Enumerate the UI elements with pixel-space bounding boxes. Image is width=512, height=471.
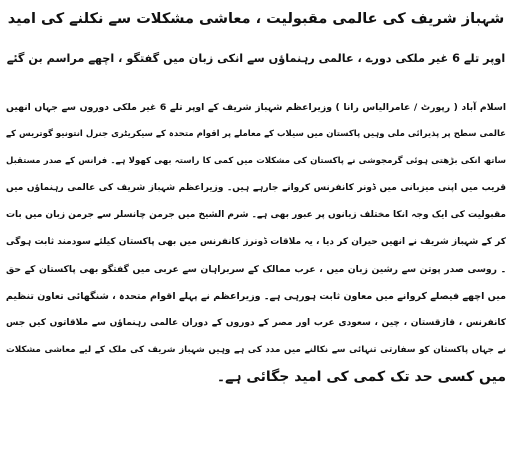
article-subheadline: اوپر تلے 6 غیر ملکی دورے ، عالمی رہنماؤں سے انکی زبان میں گفتگو ، اچھے مراسم بن گئے (6, 52, 506, 65)
body-text-line: قریب میں اپنی میزبانی میں ڈونر کانفرنس کروانے جارہے ہیں۔ وزیراعظم شہباز شریف کی عالمی رہنماؤں میں (6, 183, 506, 193)
body-text-line: اسلام آباد ( رپورٹ / عامرالیاس رانا ) وزیراعظم شہباز شریف کے اوپر تلے 6 غیر ملکی دوروں سے جہاں انھیں (6, 102, 506, 113)
body-text-line: کانفرنس ، قازقستان ، چین ، سعودی عرب اور مصر کے دوروں کے دوران عالمی رہنماؤں سے ملاقاتوں کیں جس (6, 318, 506, 328)
body-text-line: میں اچھے فیصلے کروانے میں معاون ثابت ہورہی ہے۔ وزیراعظم نے پہلے اقوام متحدہ ، شنگھائی تعاون تنظیم (6, 291, 506, 302)
body-text-line: عالمی سطح پر پذیرائی ملی وہیں پاکستان میں سیلاب کے معاملے پر اقوام متحدہ کے سیکریٹری جنرل انتونیو گوتریس کے (6, 129, 506, 139)
body-text-line: ساتھ انکی بڑھتی ہوئی گرمجوشی نے پاکستان کی مشکلات میں کمی کا راستہ بھی کھولا ہے۔ فرانس کے صدر مستقبل (6, 156, 506, 166)
body-text-line: نے جہاں پاکستان کو سفارتی تنہائی سے نکالنے میں مدد کی ہے وہیں شہباز شریف کی ملک کے لیے معاشی مشکلات (6, 345, 506, 355)
body-text-line: کر کے شہباز شریف نے انھیں حیران کر دیا ، یہ ملاقات ڈونرز کانفرنس میں بھی پاکستان کیلئے سودمند ثابت ہوگی (6, 237, 506, 247)
article-headline: شہباز شریف کی عالمی مقبولیت ، معاشی مشکلات سے نکلنے کی امید (7, 11, 505, 27)
body-text-line: میں کسی حد تک کمی کی امید جگائی ہے۔ (216, 369, 506, 385)
body-text-line: مقبولیت کی ایک وجہ انکا مختلف زبانوں پر عبور بھی ہے۔ شرم الشیخ میں جرمن چانسلر سے جرمن زبان میں بات (6, 210, 506, 220)
body-text-line: ۔ روسی صدر پوتن سے رشین زبان میں ، عرب ممالک کے سربراہان سے عربی میں گفتگو بھی پاکستان کے حق (6, 264, 506, 275)
